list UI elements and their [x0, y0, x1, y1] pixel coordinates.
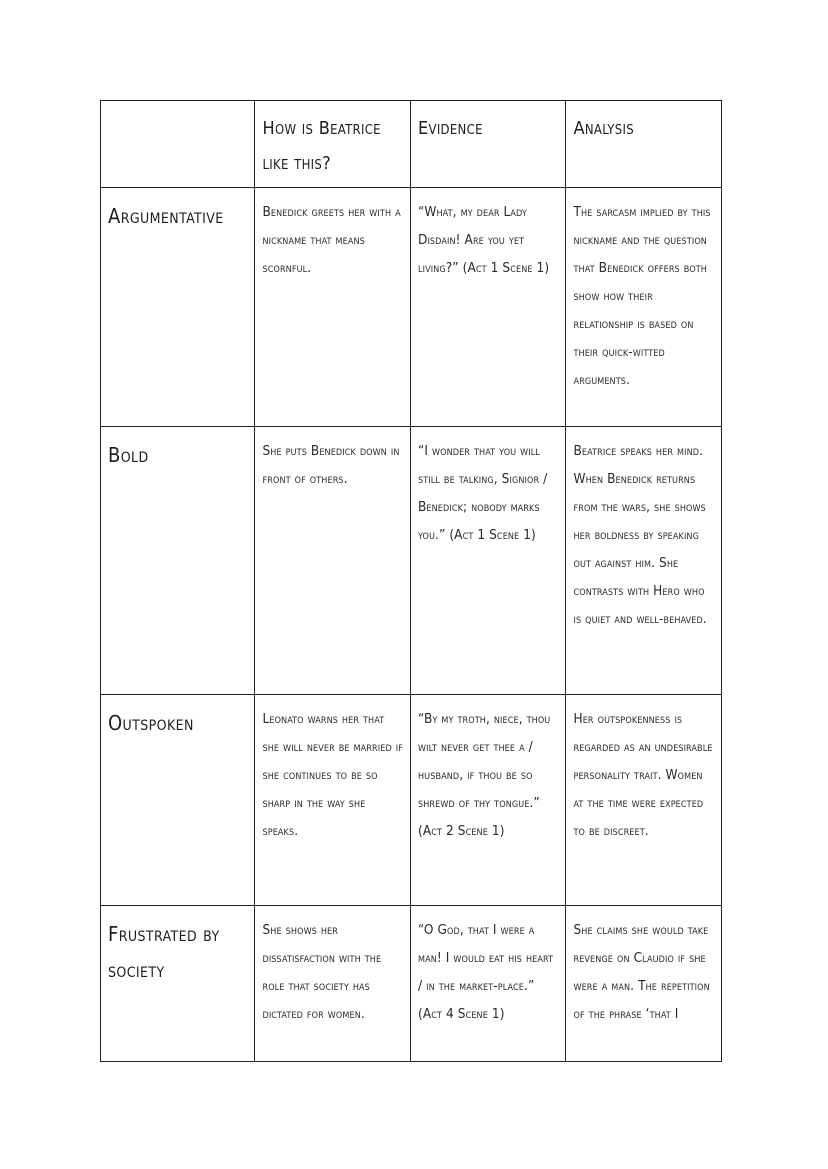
- how-cell: [255, 906, 411, 1062]
- analysis-text: Her outspokenness is regarded as an undesirable personality trait. Women at the time were expected to be discreet.: [573, 711, 713, 839]
- header-cell-analysis: [566, 101, 722, 188]
- analysis-cell: [566, 427, 722, 695]
- evidence-cell: [410, 906, 566, 1062]
- table-row: [101, 695, 722, 906]
- trait-cell: [101, 695, 255, 906]
- evidence-cell: [410, 188, 566, 427]
- evidence-text: “What, my dear Lady Disdain! Are you yet living?” (Act 1 Scene 1): [417, 204, 550, 276]
- table-row: [101, 188, 722, 427]
- header-cell-evidence: [410, 101, 566, 188]
- header-evidence-label: Evidence: [417, 118, 483, 139]
- header-analysis-label: Analysis: [573, 118, 634, 139]
- analysis-text: Beatrice speaks her mind. When Benedick returns from the wars, she shows her boldness by speaking out against him. She contrasts with Hero who is quiet and well-behaved.: [573, 443, 707, 627]
- evidence-cell: [410, 695, 566, 906]
- table-row: [101, 906, 722, 1062]
- how-text: She puts Benedick down in front of others.: [262, 443, 400, 487]
- analysis-text: The sarcasm implied by this nickname and the question that Benedick offers both show how their relationship is based on their quick-witted arguments.: [573, 204, 711, 388]
- analysis-text: She claims she would take revenge on Claudio if she were a man. The repetition of the phrase ‘that I: [573, 922, 710, 1022]
- analysis-cell: [566, 188, 722, 427]
- how-text: She shows her dissatisfaction with the role that society has dictated for women.: [262, 922, 382, 1022]
- how-text: Benedick greets her with a nickname that means scornful.: [262, 204, 401, 276]
- analysis-cell: [566, 906, 722, 1062]
- evidence-cell: [410, 427, 566, 695]
- evidence-text: “O God, that I were a man! I would eat his heart / in the market-place.” (Act 4 Scene 1): [417, 922, 554, 1022]
- trait-label: Frustrated by society: [108, 922, 220, 982]
- evidence-text: “By my troth, niece, thou wilt never get thee a / husband, if thou be so shrewd of thy tongue.” (Act 2 Scene 1): [417, 711, 551, 839]
- header-cell-empty: [101, 101, 255, 188]
- how-cell: [255, 188, 411, 427]
- table-row: [101, 427, 722, 695]
- trait-cell: [101, 906, 255, 1062]
- how-cell: [255, 695, 411, 906]
- table-header-row: [101, 101, 722, 188]
- analysis-cell: [566, 695, 722, 906]
- character-analysis-table: [100, 100, 722, 1062]
- header-cell-how: [255, 101, 411, 188]
- how-text: Leonato warns her that she will never be married if she continues to be so sharp in the way she speaks.: [262, 711, 403, 839]
- trait-cell: [101, 188, 255, 427]
- trait-label: Outspoken: [108, 711, 194, 735]
- trait-label: Argumentative: [108, 204, 224, 228]
- how-cell: [255, 427, 411, 695]
- header-how-label: How is Beatrice like this?: [262, 118, 381, 174]
- trait-label: Bold: [108, 443, 149, 467]
- evidence-text: “I wonder that you will still be talking, Signior / Benedick; nobody marks you.” (Act 1 Scene 1): [417, 443, 548, 543]
- trait-cell: [101, 427, 255, 695]
